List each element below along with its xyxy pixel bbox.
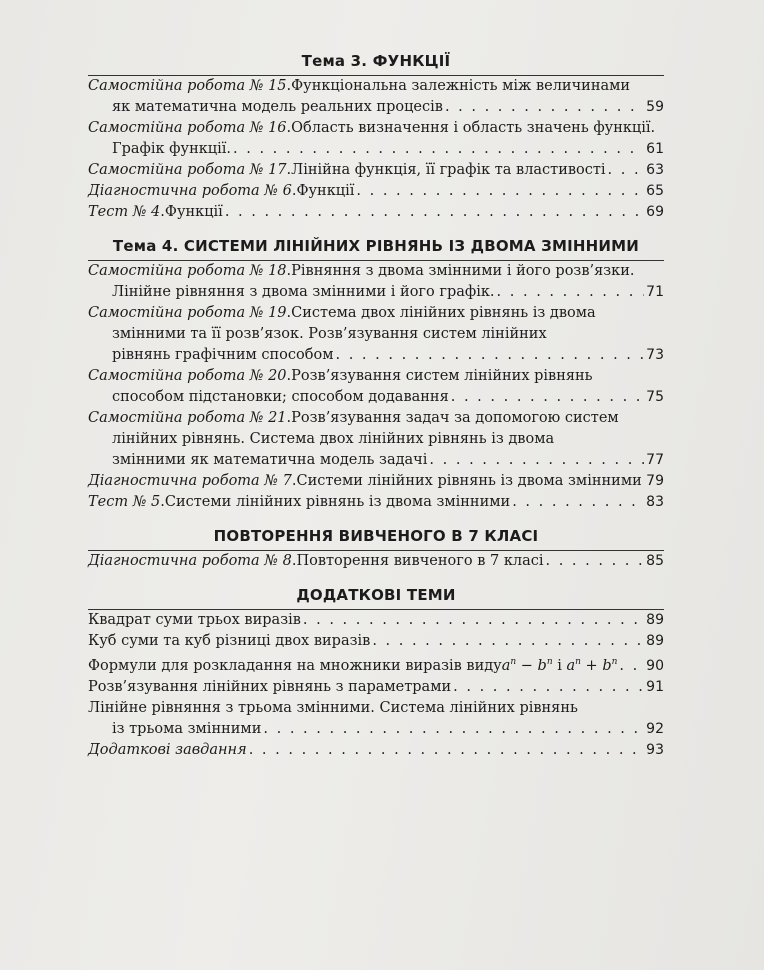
- formula: [502, 652, 618, 677]
- entry-text: як математична модель реальних процесів: [112, 99, 443, 115]
- page-number: 89: [646, 633, 664, 649]
- entry-kind: Самостійна робота № 16: [88, 120, 287, 136]
- page-number: 79: [646, 473, 664, 489]
- toc-entry-line: [88, 97, 664, 118]
- page-number: 89: [646, 612, 664, 628]
- page-number: 93: [646, 741, 664, 758]
- formula-part: +: [580, 657, 603, 674]
- toc-entry-line: Самостійна робота № 19 . Система двох лінійних рівнянь із двома: [88, 303, 664, 324]
- dot-leader: [225, 202, 644, 223]
- dot-leader: [429, 450, 644, 471]
- entry-text: Повторення вивченого в 7 класі: [296, 553, 544, 569]
- toc-entry: [88, 261, 664, 303]
- toc-entry-line: Самостійна робота № 15 . Функціональна залежність між величинами: [88, 76, 664, 97]
- toc-entry-line: Самостійна робота № 16 . Область визначення і область значень функції.: [88, 118, 664, 139]
- dot-leader: [233, 139, 644, 160]
- toc-entry-line: [88, 282, 664, 303]
- formula-part: a: [501, 657, 511, 674]
- toc-entry: [88, 471, 664, 492]
- toc-entry: [88, 76, 664, 118]
- dot-leader: [497, 282, 645, 303]
- entry-text: Область визначення і область значень функції.: [291, 120, 656, 136]
- entry-text: Система двох лінійних рівнянь із двома: [291, 305, 596, 321]
- toc-entry: [88, 408, 664, 471]
- entry-kind: Діагностична робота № 6: [88, 183, 292, 199]
- entry-kind: Самостійна робота № 18: [88, 263, 287, 279]
- toc-entry: [88, 652, 664, 677]
- entry-text: Розв’язування лінійних рівнянь з параметрами: [88, 678, 452, 695]
- toc-entry-line: [88, 677, 664, 698]
- formula-part: b: [602, 657, 612, 674]
- toc-entry: [88, 677, 664, 698]
- page-number: 65: [646, 183, 664, 199]
- toc-entry-line: Самостійна робота № 20 . Розв’язування систем лінійних рівнянь: [88, 366, 664, 387]
- toc-entry: [88, 740, 664, 761]
- formula-part: −: [516, 657, 538, 674]
- entry-text: Лінійне рівняння з трьома змінними. Система лінійних рівнянь: [88, 699, 578, 716]
- formula-part: n: [510, 657, 517, 667]
- page-number: 91: [646, 678, 664, 695]
- page-number: 71: [646, 284, 664, 300]
- toc-entry: [88, 551, 664, 572]
- entry-text: Розв’язування систем лінійних рівнянь: [291, 368, 593, 384]
- page-number: 59: [646, 99, 664, 115]
- toc-entry-line: Самостійна робота № 18 . Рівняння з двома змінними і його розв’язки.: [88, 261, 664, 282]
- toc-entry: [88, 181, 664, 202]
- page-number: 92: [646, 720, 664, 737]
- page-number: 83: [646, 494, 664, 510]
- formula-part: n: [546, 657, 553, 667]
- toc-entry: [88, 610, 664, 631]
- section-heading: Тема 3. ФУНКЦІЇ: [301, 52, 451, 70]
- entry-text: рівнянь графічним способом: [112, 347, 334, 363]
- toc-entry-line: [88, 387, 664, 408]
- dot-leader: [619, 656, 644, 677]
- dot-leader: [356, 181, 644, 202]
- toc-entry-line: [88, 631, 664, 652]
- entry-text: змінними як математична модель задачі: [112, 452, 428, 468]
- entry-kind: Тест № 4: [88, 204, 161, 220]
- toc-entry-line: Тест № 4 . Функції . . . 69: [88, 202, 664, 223]
- entry-text: Графік функції.: [112, 141, 232, 157]
- toc-entry-line: Самостійна робота № 17 . Лінійна функція, її графік та властивості . . . 63: [88, 160, 664, 181]
- dot-leader: [546, 551, 645, 572]
- toc-entry-line: [88, 610, 664, 631]
- toc-entry-line: [88, 345, 664, 366]
- dot-leader: [372, 631, 644, 652]
- toc-entry-line: [88, 324, 664, 345]
- dot-leader: [303, 610, 644, 631]
- dot-leader: [608, 160, 645, 181]
- toc-entry-line: [88, 450, 664, 471]
- entry-kind: Самостійна робота № 21: [88, 410, 287, 426]
- dot-leader: [263, 719, 644, 740]
- entry-kind: Діагностична робота № 7: [88, 473, 292, 489]
- entry-kind: Самостійна робота № 17: [88, 162, 287, 178]
- formula-part: a: [566, 657, 576, 674]
- page-number: 75: [646, 389, 664, 405]
- entry-kind: Самостійна робота № 19: [88, 305, 287, 321]
- entry-text: способом підстановки; способом додавання: [112, 389, 449, 405]
- dot-leader: [335, 345, 644, 366]
- toc-entry: [88, 303, 664, 366]
- section-heading: ПОВТОРЕННЯ ВИВЧЕНОГО В 7 КЛАСІ: [213, 527, 539, 545]
- page-number: 77: [646, 452, 664, 468]
- toc-entry: [88, 492, 664, 513]
- dot-leader: [453, 677, 644, 698]
- formula-part: n: [575, 657, 581, 667]
- toc-entry-line: [88, 698, 664, 719]
- toc-entry-line: [88, 740, 664, 761]
- dot-leader: [451, 387, 644, 408]
- toc-entry-line: [88, 719, 664, 740]
- entry-text: змінними та її розв’язок. Розв’язування систем лінійних: [112, 326, 547, 342]
- page-number: 61: [646, 141, 664, 157]
- toc-entry-line: Діагностична робота № 6 . Функції . . . 65: [88, 181, 664, 202]
- toc-entry: [88, 366, 664, 408]
- entry-text: Квадрат суми трьох виразів: [88, 612, 301, 628]
- toc-entry-line: Тест № 5 . Системи лінійних рівнянь із двома змінними . . . 83: [88, 492, 664, 513]
- page-number: 85: [646, 553, 664, 569]
- entry-text: Куб суми та куб різниці двох виразів: [88, 633, 371, 649]
- toc-section: [88, 235, 664, 513]
- toc-entry-line: Діагностична робота № 7 . Системи лінійних рівнянь із двома змінними . . . 79: [88, 471, 664, 492]
- dot-leader: [445, 97, 644, 118]
- toc-section: [88, 525, 664, 572]
- entry-kind: Додаткові завдання: [88, 741, 247, 758]
- entry-text: Функції: [164, 204, 223, 220]
- section-heading: ДОДАТКОВІ ТЕМИ: [296, 586, 456, 604]
- toc-entry-line: [88, 429, 664, 450]
- entry-kind: Діагностична робота № 8: [88, 553, 292, 569]
- toc-entry: [88, 202, 664, 223]
- entry-text: Формули для розкладання на множники виразів виду: [88, 657, 502, 674]
- entry-kind: Тест № 5: [88, 494, 161, 510]
- entry-text: Лінійне рівняння з двома змінними і його графік.: [112, 284, 495, 300]
- toc-entry-line: [88, 652, 664, 677]
- section-heading: Тема 4. СИСТЕМИ ЛІНІЙНИХ РІВНЯНЬ ІЗ ДВОМА ЗМІННИМИ: [112, 237, 640, 255]
- table-of-contents: [88, 50, 664, 773]
- entry-kind: Самостійна робота № 15: [88, 78, 287, 94]
- entry-kind: Самостійна робота № 20: [88, 368, 287, 384]
- entry-text: лінійних рівнянь. Система двох лінійних рівнянь із двома: [112, 431, 555, 447]
- page-number: 63: [646, 162, 664, 178]
- toc-entry-line: Діагностична робота № 8 . Повторення вивченого в 7 класі . . . 85: [88, 551, 664, 572]
- page-number: 73: [646, 347, 664, 363]
- formula-part: b: [537, 657, 547, 674]
- entry-text: Функціональна залежність між величинами: [291, 78, 631, 94]
- toc-section: [88, 584, 664, 761]
- entry-text: Функції: [296, 183, 355, 199]
- toc-entry: [88, 160, 664, 181]
- formula-part: і: [552, 657, 567, 674]
- entry-text: із трьома змінними: [112, 720, 262, 737]
- toc-entry-line: Самостійна робота № 21 . Розв’язування задач за допомогою систем: [88, 408, 664, 429]
- entry-text: Рівняння з двома змінними і його розв’язки.: [291, 263, 635, 279]
- toc-entry-line: [88, 139, 664, 160]
- toc-entry: [88, 118, 664, 160]
- dot-leader: [512, 492, 644, 513]
- toc-entry: [88, 698, 664, 740]
- dot-leader: [249, 740, 644, 761]
- entry-text: Системи лінійних рівнянь із двома змінними: [164, 494, 511, 510]
- entry-text: Розв’язування задач за допомогою систем: [291, 410, 619, 426]
- entry-text: Системи лінійних рівнянь із двома змінними: [296, 473, 642, 489]
- page-number: 69: [646, 204, 664, 220]
- entry-text: Лінійна функція, її графік та властивості: [291, 162, 606, 178]
- toc-entry: [88, 631, 664, 652]
- toc-section: [88, 50, 664, 223]
- page-number: 90: [646, 657, 664, 674]
- formula-part: n: [611, 657, 618, 667]
